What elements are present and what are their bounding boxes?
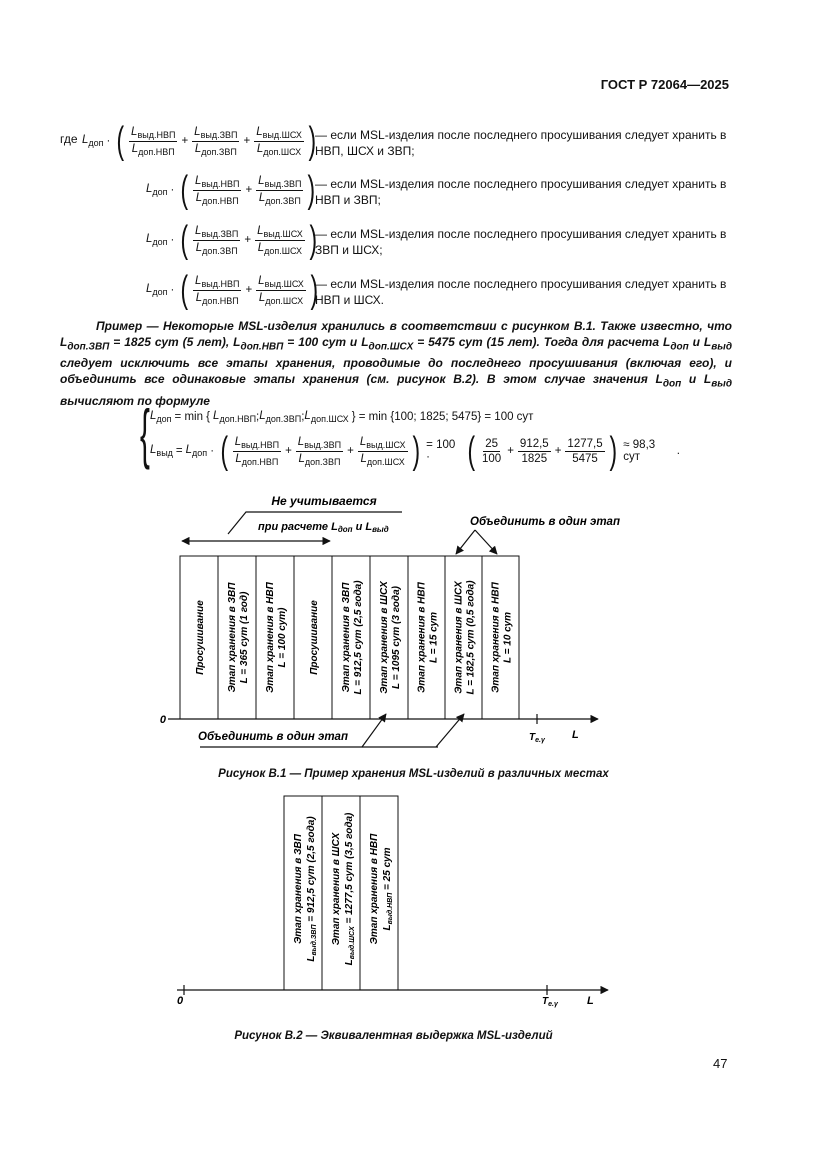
formula-4-description: — если MSL-изделия после последнего просушивания следует хранить в НВП и ШСХ.: [315, 277, 727, 307]
fraction: $\frac{L_{выд.ШСХ}}{L_{доп.ШСХ}}$: [257, 224, 303, 256]
stage-label: Этап хранения в НВП: [369, 833, 380, 945]
formula-2-math: $L_{доп}$ · ( $\frac{L_{выд.НВП}}{L_{доп.НВП}}$ + $\frac{L_{выд.ЗВП}}{L_{доп.ЗВП}}$ ): [146, 169, 316, 211]
formula-1-math: $L_{доп}$ · ( $\frac{L_{выд.НВП}}{L_{доп.НВП}}$ + $\frac{L_{выд.ЗВП}}{L_{доп.ЗВП}}$ + $\frac{L_{выд.ШСХ}}{L_{доп.ШСХ}}$ ): [82, 120, 316, 162]
merge-top-arrow-right: [475, 530, 497, 554]
fraction: $\frac{L_{выд.НВП}}{L_{доп.НВП}}$: [195, 274, 240, 306]
axis-origin: 0: [159, 714, 166, 726]
document-header: ГОСТ Р 72064—2025: [600, 77, 729, 92]
axis-origin: 0: [176, 995, 184, 1007]
tey-label: $T_{е.\gamma}$: [529, 732, 545, 744]
merge-top-arrow-left: [456, 530, 475, 554]
tey-label: $T_{е.\gamma}$: [542, 996, 558, 1008]
stage-label: Этап хранения в ЗВП: [293, 834, 304, 944]
formula-row-3: [60, 217, 740, 263]
formula-row-4: [60, 267, 740, 313]
where-word: где: [60, 132, 78, 146]
stage-label: Этап хранения в ШСХ: [379, 581, 390, 694]
calc-label: при расчете Lдоп и Lвыд: [258, 521, 389, 534]
system-brace: {: [140, 396, 150, 470]
fraction: $\frac{L_{выд.НВП}}{L_{доп.НВП}}$: [131, 125, 176, 157]
formula-2-description: — если MSL-изделия после последнего просушивания следует хранить в НВП и ЗВП;: [315, 177, 727, 207]
fraction: $\frac{L_{выд.ШСХ}}{L_{доп.ШСХ}}$: [258, 274, 304, 306]
example-paragraph: Пример — Некоторые MSL-изделия хранились в соответствии с рисунком В.1. Также известно, что $L_{доп.ЗВП} = 1825$ сут (5 лет), $L_{доп.НВП} = 100$ сут и $L_{доп.ШСХ} = 5475$ сут (15 лет). Тогда для расчета $L_{доп}$ и $L_{выд}$ следует исключить все этапы хранения, проводимые до последнего просушивания (включая его), и объединить все одинаковые этапы хранения (см. рисунок В.2). В этом случае значения $L_{доп}$ и $L_{выд}$ вычисляют по формуле: [60, 319, 733, 408]
stage-label: L = 912,5 сут (2,5 года): [353, 580, 364, 695]
stage-label: Этап хранения в ЗВП: [341, 582, 352, 693]
fraction: $\frac{L_{выд.ЗВП}}{L_{доп.ЗВП}}$: [195, 224, 239, 256]
stage-value: $L_{выд.НВП} = 25$ сут: [382, 847, 394, 931]
stage-value: $L_{выд.ШСХ} = 1277,5$ сут (3,5 года): [344, 812, 356, 966]
merge-bottom-label: Объединить в один этап: [198, 731, 348, 743]
figure-b2: [0, 790, 827, 1015]
formula-row-2: [60, 167, 740, 213]
not-considered-label: Не учитывается: [271, 494, 377, 508]
formula-row-1: [60, 118, 740, 164]
stage-label: Этап хранения в ЗВП: [227, 582, 238, 693]
stage-label: Этап хранения в НВП: [265, 582, 276, 693]
equation-lvyd: $L_{выд}$ = $L_{доп}$ · ( $\frac{L_{выд.НВП}}{L_{доп.НВП}}$ + $\frac{L_{выд.ЗВП}}{L_{доп.ЗВП}}$ + $\frac{L_{выд.ШСХ}}{L_{доп.ШСХ}}$ ) = 100 · ( $\frac{25}{100}$ + $\frac{912,5}{1825}$ + $\frac{1277,5}{5475}$ ) ≈ 98,3 сут .: [150, 430, 680, 472]
equation-ldop: $L_{доп}$ = min { $L_{доп.НВП}$ ; $L_{доп.ЗВП}$ ; $L_{доп.ШСХ}$ } = min {100; 1825; 5475} = 100 сут: [150, 410, 534, 424]
stage-label: Этап хранения в ШСХ: [331, 832, 342, 946]
stage-label: Этап хранения в НВП: [490, 582, 502, 693]
stage-label: Этап хранения в ШСХ: [453, 581, 465, 694]
stage-label: L = 182,5 сут (0,5 года): [465, 580, 477, 695]
fraction: $\frac{L_{выд.ШСХ}}{L_{доп.ШСХ}}$: [256, 125, 302, 157]
fraction: $\frac{L_{выд.ЗВП}}{L_{доп.ЗВП}}$: [258, 174, 302, 206]
formula-3-description: — если MSL-изделия после последнего просушивания следует хранить в ЗВП и ШСХ;: [315, 227, 727, 257]
merge-top-label: Объединить в один этап: [470, 516, 620, 528]
stage-label: L = 15 сут: [428, 611, 440, 664]
fraction: $\frac{L_{выд.НВП}}{L_{доп.НВП}}$: [195, 174, 240, 206]
figure-b1: [0, 488, 827, 788]
stage-label: L = 365 сут (1 год): [239, 591, 250, 684]
stage-label: Просушивание: [309, 600, 320, 675]
stage-label: Просушивание: [195, 600, 206, 675]
stage-label: L = 1095 сут (3 года): [391, 586, 402, 689]
axis-label: L: [572, 729, 579, 741]
stage-label: Этап хранения в НВП: [416, 582, 428, 693]
formula-3-math: $L_{доп}$ · ( $\frac{L_{выд.ЗВП}}{L_{доп.ЗВП}}$ + $\frac{L_{выд.ШСХ}}{L_{доп.ШСХ}}$ ): [146, 219, 317, 261]
formula-1-description: — если MSL-изделия после последнего просушивания следует хранить в НВП, ШСХ и ЗВП;: [315, 128, 727, 158]
stage-value: $L_{выд.ЗВП} = 912,5$ сут (2,5 года): [306, 816, 318, 962]
page-number: 47: [713, 1056, 728, 1071]
stage-group: [180, 556, 519, 719]
stage-label: L = 10 сут: [502, 611, 514, 664]
formula-4-math: $L_{доп}$ · ( $\frac{L_{выд.НВП}}{L_{доп.НВП}}$ + $\frac{L_{выд.ШСХ}}{L_{доп.ШСХ}}$ ): [146, 269, 318, 311]
axis-label: L: [587, 995, 594, 1007]
fraction: $\frac{L_{выд.ЗВП}}{L_{доп.ЗВП}}$: [194, 125, 238, 157]
equation-system: [140, 396, 680, 478]
stage-label: L = 100 сут): [277, 607, 288, 668]
figure-b1-caption: Рисунок В.1 — Пример хранения MSL-изделий в различных местах: [218, 768, 609, 780]
ldop-symbol: $L_{доп}$: [82, 134, 104, 148]
stage-group: [284, 796, 398, 990]
figure-b2-caption: Рисунок В.2 — Эквивалентная выдержка MSL-изделий: [234, 1030, 553, 1042]
